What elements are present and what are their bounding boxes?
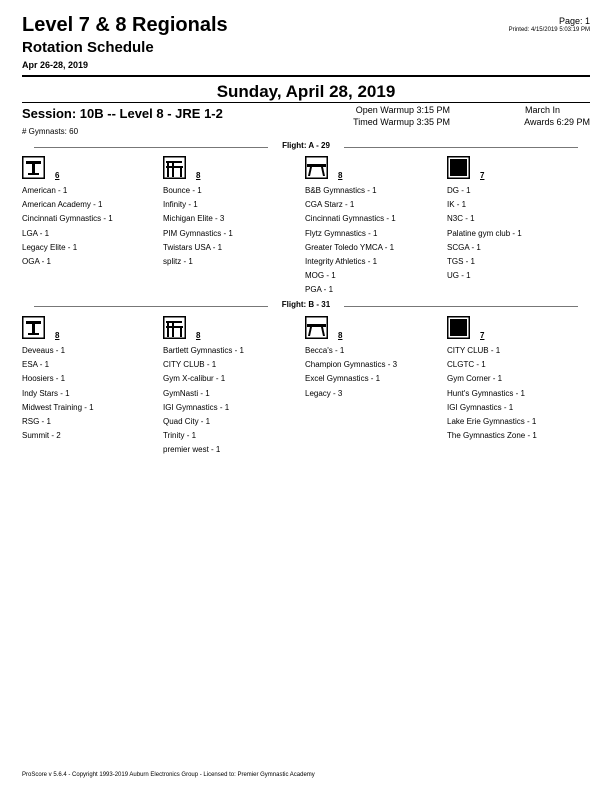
rotation-column: [163, 156, 303, 269]
rotation-column: [22, 316, 162, 443]
event-count: 8: [338, 171, 343, 180]
list-item: splitz - 1: [163, 256, 193, 266]
gymnast-count: # Gymnasts: 60: [22, 127, 79, 136]
meet-title: Level 7 & 8 Regionals: [22, 14, 228, 36]
list-item: Quad City - 1: [163, 416, 211, 426]
list-item: The Gymnastics Zone - 1: [447, 431, 537, 441]
list-item: Greater Toledo YMCA - 1: [305, 242, 395, 252]
list-item: RSG - 1: [22, 416, 51, 426]
flight-header: [22, 141, 590, 153]
list-item: IGI Gymnastics - 1: [163, 402, 230, 412]
list-item: Bartlett Gymnastics - 1: [163, 346, 244, 355]
list-item: Indy Stars - 1: [22, 388, 70, 398]
footer-copyright: ProScore v 5.6.4 - Copyright 1993-2019 Auburn Electronics Group - Licensed to: Premier Gymnastic Academy: [22, 772, 315, 778]
list-item: CITY CLUB - 1: [163, 360, 217, 370]
event-count: 6: [55, 171, 60, 180]
day-divider: [22, 102, 590, 103]
list-item: Lake Erie Gymnastics - 1: [447, 416, 537, 426]
flight-label: Flight: B - 31: [281, 300, 331, 309]
list-item: Excel Gymnastics - 1: [305, 374, 381, 384]
list-item: LGA - 1: [22, 228, 50, 238]
event-count: 8: [338, 331, 343, 340]
list-item: Gym X-calibur - 1: [163, 374, 226, 384]
list-item: CGA Starz - 1: [305, 200, 355, 210]
list-item: TGS - 1: [447, 256, 476, 266]
list-item: Deveaus - 1: [22, 346, 66, 355]
list-item: Midwest Training - 1: [22, 402, 94, 412]
march-in: March In: [524, 105, 560, 115]
list-item: Trinity - 1: [163, 431, 197, 441]
list-item: American Academy - 1: [22, 200, 103, 210]
list-item: premier west - 1: [163, 445, 221, 455]
rotation-column: [447, 316, 587, 443]
vault-icon: [22, 156, 45, 179]
floor-exercise-icon: [447, 316, 470, 339]
event-count: 8: [55, 331, 60, 340]
list-item: Becca's - 1: [305, 346, 345, 355]
rotation-column: [447, 156, 587, 283]
flight-label: Flight: A - 29: [282, 141, 330, 150]
list-item: UG - 1: [447, 271, 471, 281]
list-item: IK - 1: [447, 200, 467, 210]
list-item: N3C - 1: [447, 214, 475, 224]
uneven-bars-icon: [163, 156, 186, 179]
list-item: Cincinnati Gymnastics - 1: [305, 214, 396, 224]
list-item: MOG - 1: [305, 271, 336, 281]
list-item: B&B Gymnastics - 1: [305, 186, 377, 195]
rotation-column: [163, 316, 303, 458]
list-item: Gym Corner - 1: [447, 374, 503, 384]
list-item: Michigan Elite - 3: [163, 214, 225, 224]
balance-beam-icon: [305, 316, 328, 339]
list-item: Twistars USA - 1: [163, 242, 223, 252]
meet-dates: Apr 26-28, 2019: [22, 60, 89, 70]
list-item: Flytz Gymnastics - 1: [305, 228, 378, 238]
list-item: American - 1: [22, 186, 68, 195]
timed-warmup: Timed Warmup 3:35 PM: [353, 117, 450, 127]
list-item: Bounce - 1: [163, 186, 202, 195]
list-item: Champion Gymnastics - 3: [305, 360, 398, 370]
floor-exercise-icon: [447, 156, 470, 179]
event-count: 8: [196, 331, 201, 340]
event-count: 7: [480, 171, 485, 180]
list-item: CLGTC - 1: [447, 360, 486, 370]
page-number: Page: 1: [558, 16, 590, 26]
balance-beam-icon: [305, 156, 328, 179]
list-item: PIM Gymnastics - 1: [163, 228, 233, 238]
rotation-column: [22, 156, 162, 269]
list-item: Cincinnati Gymnastics - 1: [22, 214, 113, 224]
list-item: ESA - 1: [22, 360, 50, 370]
rotation-column: [305, 156, 445, 298]
list-item: Legacy - 3: [305, 388, 343, 398]
printed-timestamp: Printed: 4/15/2019 5:03:19 PM: [508, 27, 590, 33]
list-item: Summit - 2: [22, 431, 61, 441]
vault-icon: [22, 316, 45, 339]
list-item: GymNasti - 1: [163, 388, 210, 398]
open-warmup: Open Warmup 3:15 PM: [355, 105, 450, 115]
list-item: SCGA - 1: [447, 242, 481, 252]
list-item: Integrity Athletics - 1: [305, 256, 378, 266]
list-item: Legacy Elite - 1: [22, 242, 78, 252]
day-title: Sunday, April 28, 2019: [216, 82, 396, 101]
event-count: 7: [480, 331, 485, 340]
list-item: Palatine gym club - 1: [447, 228, 522, 238]
rotation-column: [305, 316, 445, 401]
list-item: Hoosiers - 1: [22, 374, 66, 384]
list-item: IGI Gymnastics - 1: [447, 402, 514, 412]
list-item: Infinity - 1: [163, 200, 198, 210]
uneven-bars-icon: [163, 316, 186, 339]
list-item: OGA - 1: [22, 256, 51, 266]
list-item: DG - 1: [447, 186, 471, 195]
list-item: Hunt's Gymnastics - 1: [447, 388, 525, 398]
session-title: Session: 10B -- Level 8 - JRE 1-2: [22, 106, 223, 121]
event-count: 8: [196, 171, 201, 180]
list-item: CITY CLUB - 1: [447, 346, 501, 355]
header-divider: [22, 75, 590, 77]
flight-header: [22, 300, 590, 312]
list-item: PGA - 1: [305, 285, 334, 295]
awards-time: Awards 6:29 PM: [524, 117, 590, 127]
report-subtitle: Rotation Schedule: [22, 39, 154, 56]
